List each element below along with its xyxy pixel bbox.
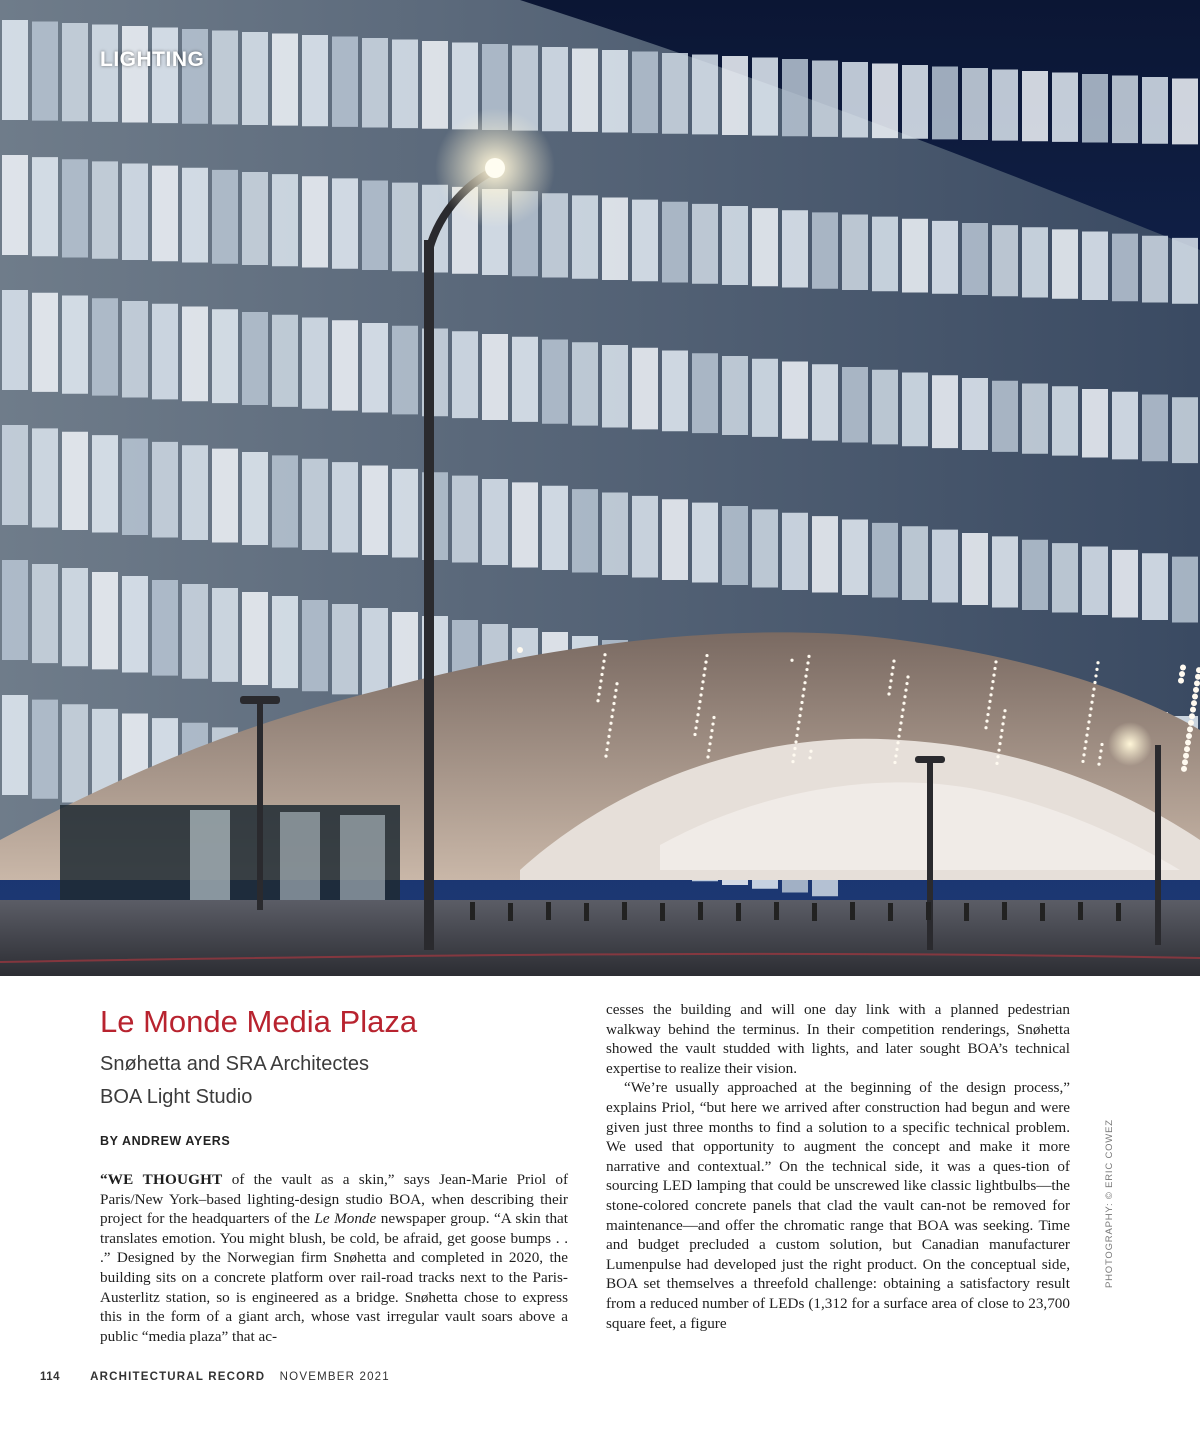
paragraph-1-text: of the vault as a skin,” says Jean-Marie Priol of Paris/New York–based lighting-design studio BOA, when describing their project for the headquarters of the <box>100 1171 568 1228</box>
article-paragraph-2: “We’re usually approached at the beginning of the design process,” explains Priol, “but here we arrived after construction had begun and were given just three months to find a solution to a specific technical problem. We used that opportunity to augment the concept and make it more narrative and contextual.” On the technical side, it was a ques-tion of sourcing LED lamping that could be unscrewed like classic lightbulbs—the stone-colored concrete panels that clad the vault can-not be removed for maintenance—and offer the chromatic range that BOA was seeking. Time and budget precluded a custom solution, but Canadian manufacturer Lumenpulse had developed just the right product. On the conceptual side, BOA set themselves a threefold challenge: obtaining a satisfactory result from a reduced number of LEDs (1,312 for a surface area of close to 23,700 square feet, a figure <box>606 1079 1070 1332</box>
architects-credit: Snøhetta and SRA Architectes <box>100 1053 370 1075</box>
photo-credit-text: PHOTOGRAPHY: © ERIC COWEZ <box>1104 1119 1115 1288</box>
photo-credit <box>1104 1080 1120 1290</box>
page-number: 114 <box>40 1371 61 1383</box>
article-paragraph-1-continued: cesses the building and will one day link with a planned pedestrian walkway behind the terminus. In their competition renderings, Snøhetta showed the vault studded with lights, and later sought BOA’s technical expertise to realize their vision. <box>606 1001 1070 1077</box>
article-column-right <box>606 1000 1070 1333</box>
byline: BY ANDREW AYERS <box>100 1134 231 1148</box>
paragraph-1-text-end: newspaper group. “A skin that translates emotion. You might blush, be cold, be afraid, get goose bumps . . .” Designed by the Norwegian firm Snøhetta and completed in 2020, the building sits on a concrete platform over rail-road tracks next to the Paris-Austerlitz station, so is engineered as a bridge. Snøhetta chose to express this in the form of a giant arch, whose vast irregular vault soars above a public “media plaza” that ac- <box>100 1210 569 1345</box>
article-title: Le Monde Media Plaza <box>100 1004 418 1039</box>
magazine-name: ARCHITECTURAL RECORD <box>90 1371 266 1383</box>
issue-date: NOVEMBER 2021 <box>279 1371 390 1383</box>
publication-name: Le Monde <box>314 1210 377 1228</box>
article-column-left <box>100 1002 568 1346</box>
lighting-designer-credit: BOA Light Studio <box>100 1086 253 1108</box>
lead-in: “WE THOUGHT <box>100 1171 223 1188</box>
section-label: LIGHTING <box>100 48 205 71</box>
article-paragraph-1 <box>100 1170 568 1346</box>
page-footer <box>40 1371 390 1383</box>
